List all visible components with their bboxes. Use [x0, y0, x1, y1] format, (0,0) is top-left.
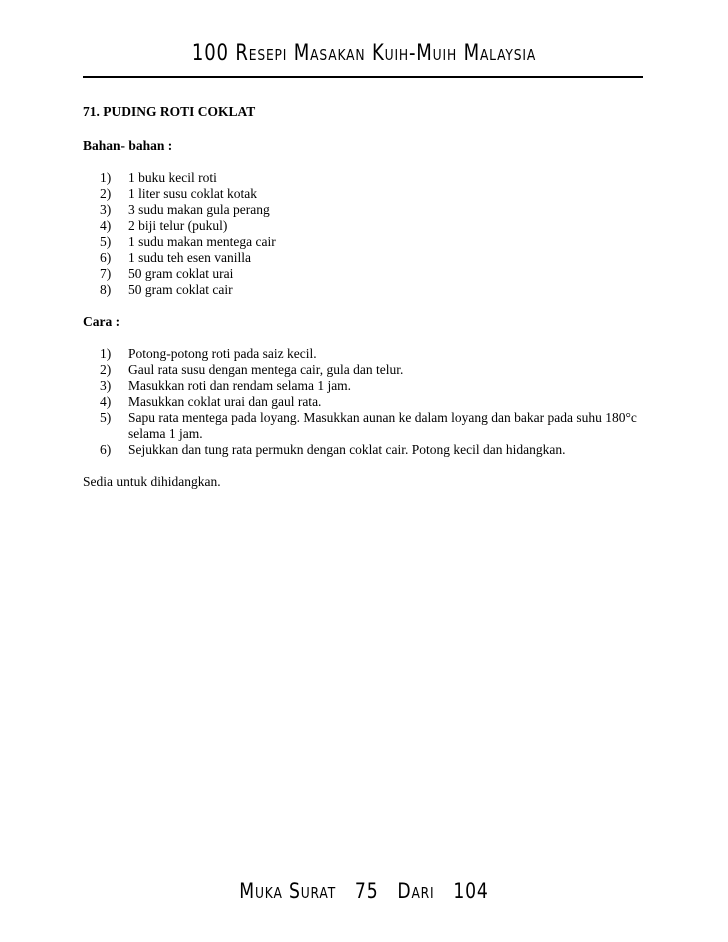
- closing-note: Sedia untuk dihidangkan.: [83, 474, 221, 489]
- item-number: 1): [100, 170, 112, 185]
- item-number: 2): [100, 186, 112, 201]
- total-pages: 104: [453, 879, 489, 903]
- recipe-content: [83, 104, 643, 490]
- page-label: Muka Surat: [239, 879, 337, 903]
- page-header-title: 100 Resepi Masakan Kuih-Muih Malaysia: [191, 41, 537, 66]
- list-item: [83, 442, 643, 458]
- item-text: 1 buku kecil roti: [128, 170, 217, 185]
- list-item: [83, 250, 643, 266]
- step-number: 4): [100, 394, 112, 409]
- ingredients-list: [83, 170, 643, 298]
- item-text: 1 sudu makan mentega cair: [128, 234, 276, 249]
- step-text: Gaul rata susu dengan mentega cair, gula dan telur.: [128, 362, 404, 377]
- item-text: 1 sudu teh esen vanilla: [128, 250, 251, 265]
- step-text: Sejukkan dan tung rata permukn dengan coklat cair. Potong kecil dan hidangkan.: [128, 442, 566, 457]
- list-item: [83, 410, 643, 442]
- step-number: 6): [100, 442, 112, 457]
- step-number: 5): [100, 410, 112, 425]
- step-text: Masukkan roti dan rendam selama 1 jam.: [128, 378, 352, 393]
- header-divider: [83, 76, 643, 78]
- item-number: 7): [100, 266, 112, 281]
- list-item: [83, 362, 643, 378]
- method-steps-list: [83, 346, 643, 458]
- method-heading: Cara :: [83, 314, 121, 329]
- step-number: 3): [100, 378, 112, 393]
- list-item: [83, 234, 643, 250]
- ingredients-heading: Bahan- bahan :: [83, 138, 173, 153]
- recipe-title: 71. PUDING ROTI COKLAT: [83, 104, 256, 119]
- list-item: [83, 202, 643, 218]
- step-number: 2): [100, 362, 112, 377]
- page-number: 75: [354, 879, 379, 903]
- item-number: 6): [100, 250, 112, 265]
- item-text: 3 sudu makan gula perang: [128, 202, 270, 217]
- item-text: 2 biji telur (pukul): [128, 218, 228, 233]
- list-item: [83, 282, 643, 298]
- of-label: Dari: [397, 879, 435, 903]
- step-number: 1): [100, 346, 112, 361]
- item-text: 50 gram coklat urai: [128, 266, 234, 281]
- item-text: 1 liter susu coklat kotak: [128, 186, 257, 201]
- list-item: [83, 346, 643, 362]
- item-number: 5): [100, 234, 112, 249]
- step-text: Potong-potong roti pada saiz kecil.: [128, 346, 317, 361]
- item-text: 50 gram coklat cair: [128, 282, 233, 297]
- step-text: Sapu rata mentega pada loyang. Masukkan aunan ke dalam loyang dan bakar pada suhu 180°c selama 1 jam.: [128, 410, 637, 441]
- list-item: [83, 218, 643, 234]
- list-item: [83, 394, 643, 410]
- page-footer: [66, 878, 663, 904]
- list-item: [83, 266, 643, 282]
- item-number: 8): [100, 282, 112, 297]
- list-item: [83, 186, 643, 202]
- list-item: [83, 378, 643, 394]
- step-text: Masukkan coklat urai dan gaul rata.: [128, 394, 322, 409]
- item-number: 4): [100, 218, 112, 233]
- item-number: 3): [100, 202, 112, 217]
- list-item: [83, 170, 643, 186]
